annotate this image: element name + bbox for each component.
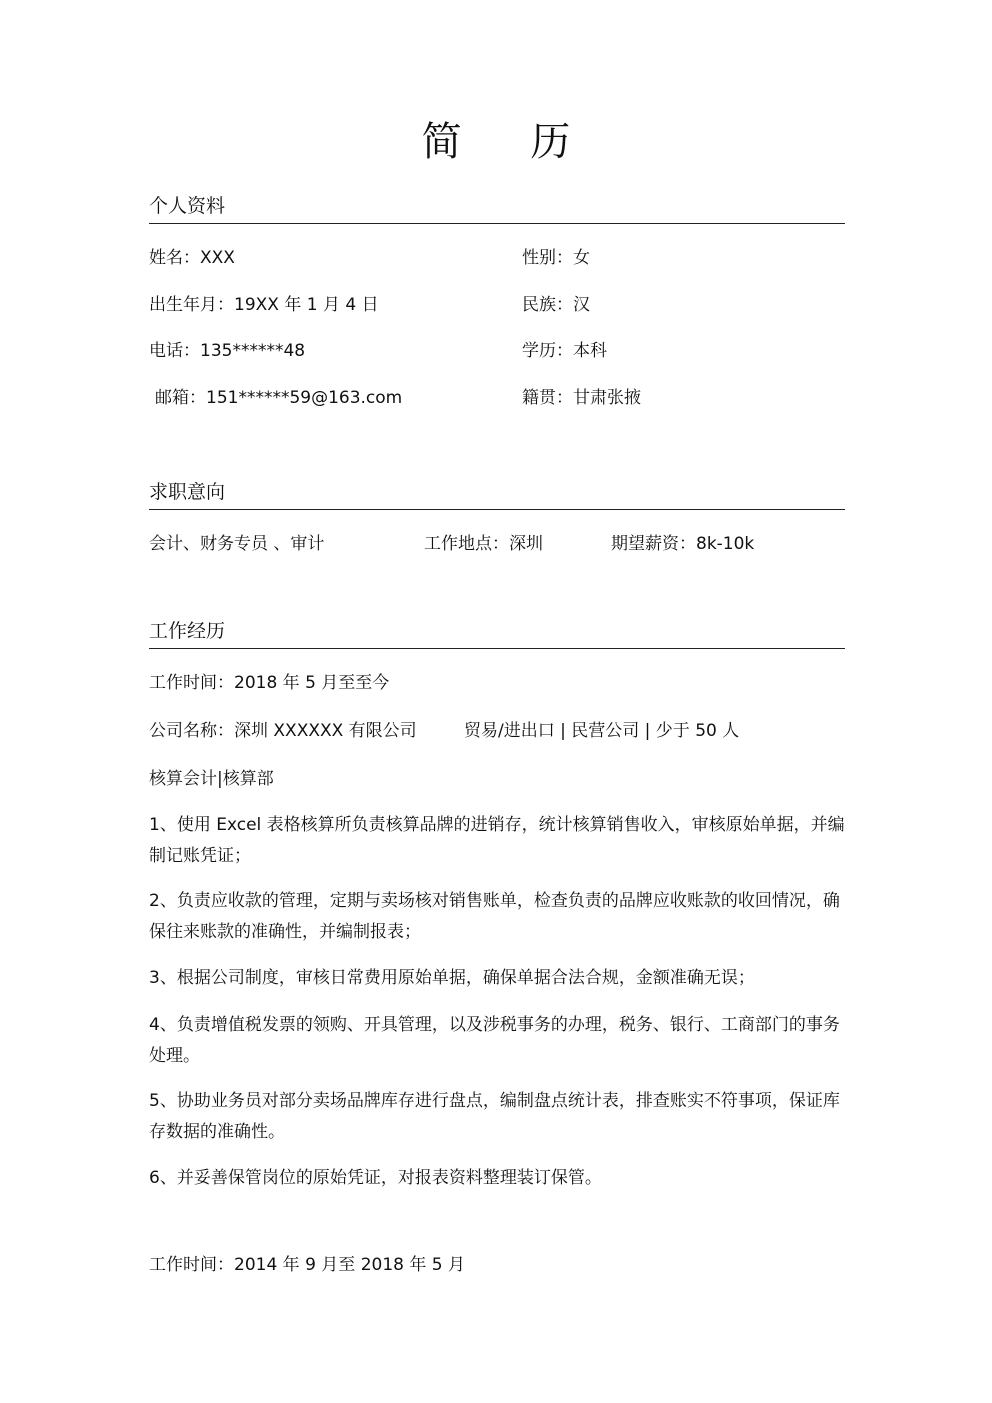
hometown-field: 籍贯：甘肃张掖 bbox=[522, 388, 641, 408]
intent-location: 工作地点：深圳 bbox=[424, 534, 543, 554]
gender-field: 性别：女 bbox=[522, 248, 590, 268]
section-heading-experience: 工作经历 bbox=[149, 618, 845, 649]
phone-field: 电话：135******48 bbox=[149, 341, 306, 361]
job1-role: 核算会计|核算部 bbox=[149, 769, 274, 789]
job1-duty-6: 6、并妥善保管岗位的原始凭证，对报表资料整理装订保管。 bbox=[149, 1168, 602, 1188]
birth-field: 出生年月：19XX 年 1 月 4 日 bbox=[149, 295, 379, 315]
page-title: 简 历 bbox=[421, 119, 599, 165]
job1-duty-2: 2、负责应收款的管理，定期与卖场核对销售账单，检查负责的品牌应收账款的收回情况，确保往来账款的准确性，并编制报表； bbox=[149, 891, 840, 942]
job2-time: 工作时间：2014 年 9 月至 2018 年 5 月 bbox=[149, 1255, 465, 1275]
email-field: 邮箱：151******59@163.com bbox=[155, 388, 403, 408]
intent-position: 会计、财务专员 、审计 bbox=[149, 534, 325, 554]
job1-company: 公司名称：深圳 XXXXXX 有限公司 bbox=[149, 721, 417, 741]
intent-salary: 期望薪资：8k-10k bbox=[611, 534, 755, 554]
job1-company-info: 贸易/进出口 | 民营公司 | 少于 50 人 bbox=[464, 721, 740, 741]
education-field: 学历：本科 bbox=[522, 341, 607, 361]
section-heading-personal: 个人资料 bbox=[149, 193, 845, 224]
section-heading-intent: 求职意向 bbox=[149, 479, 845, 510]
ethnicity-field: 民族：汉 bbox=[522, 295, 590, 315]
name-field: 姓名：XXX bbox=[149, 248, 235, 268]
job1-duty-4: 4、负责增值税发票的领购、开具管理，以及涉税事务的办理，税务、银行、工商部门的事务处理。 bbox=[149, 1015, 840, 1066]
job1-duty-3: 3、根据公司制度，审核日常费用原始单据，确保单据合法合规，金额准确无误； bbox=[149, 968, 755, 988]
job1-duty-5: 5、协助业务员对部分卖场品牌库存进行盘点，编制盘点统计表，排查账实不符事项，保证库存数据的准确性。 bbox=[149, 1091, 840, 1142]
job1-time: 工作时间：2018 年 5 月至至今 bbox=[149, 673, 390, 693]
job1-duty-1: 1、使用 Excel 表格核算所负责核算品牌的进销存，统计核算销售收入，审核原始单据，并编制记账凭证； bbox=[149, 815, 845, 866]
